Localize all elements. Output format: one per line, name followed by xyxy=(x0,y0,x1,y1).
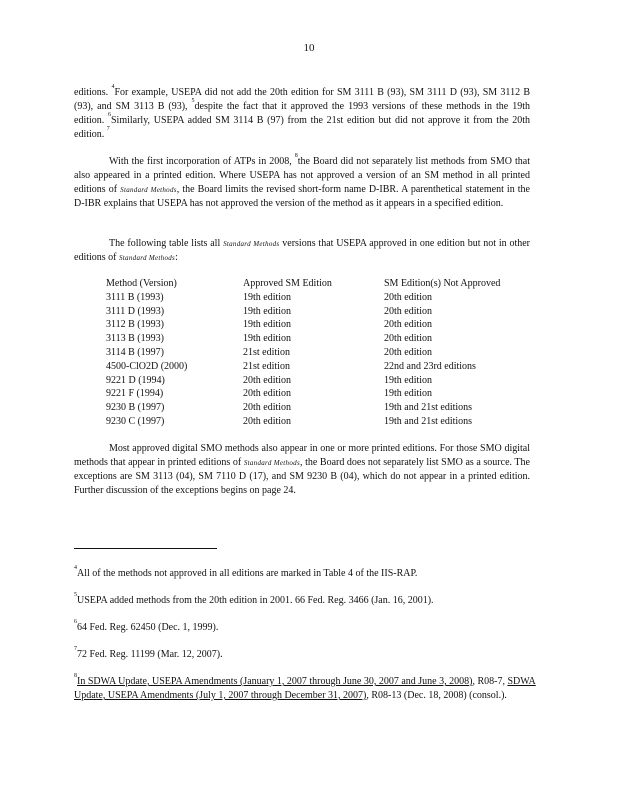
paragraph-3: The following table lists all Standard Methods versions that USEPA approved in one edition but not in other editions of Standard Methods: xyxy=(74,238,531,263)
header-approved: Approved SM Edition xyxy=(243,278,332,289)
citation-link-1: In SDWA Update, USEPA Amendments (January 1, 2007 through June 30, 2007 and June 3, 2008) xyxy=(77,676,473,687)
table-row: 3111 D (1993) 19th edition 20th edition xyxy=(106,305,433,317)
footnote-7: $^7$72 Fed. Reg. 11199 (Mar. 12, 2007). xyxy=(74,646,223,660)
table-row: 3112 B (1993) 19th edition 20th edition xyxy=(106,319,433,331)
table-row: 4500-ClO2D (2000) 21st edition 22nd and 23rd editions xyxy=(106,360,476,372)
methods-table xyxy=(106,277,500,429)
footnote-4: $^4$All of the methods not approved in all editions are marked in Table 4 of the IIS-RAP. xyxy=(74,565,418,579)
table-row: 3113 B (1993) 19th edition 20th edition xyxy=(106,333,433,345)
table-row: 3111 B (1993) 19th edition 20th edition xyxy=(106,291,433,303)
page-number: 10 xyxy=(303,42,315,54)
table-row: 9221 D (1994) 20th edition 19th edition xyxy=(106,374,433,386)
table-header-row xyxy=(106,277,500,291)
paragraph-1: editions. $^4$For example, USEPA did not add the 20th edition for SM 3111 B (93), SM 3111 D (93), SM 3112 B (93), and SM 3113 B (93), $^5$despite the fact that it approved the 1993 versions of these methods in the 19th edition. $^6$Similarly, USEPA added SM 3114 B (97) from the 21st edition but did not approve it from the 20th edition. $^7$ xyxy=(74,84,530,140)
footnote-8: $^8$In SDWA Update, USEPA Amendments (January 1, 2007 through June 30, 2007 and June 3, 2008), R08-7, SDWA Update, USEPA Amendments (July 1, 2007 through December 31, 2007), R08-13 (Dec. 18, 2008) (consol.). xyxy=(74,673,536,701)
table-row: 9230 C (1997) 20th edition 19th and 21st editions xyxy=(106,415,473,427)
header-not-approved: SM Edition(s) Not Approved xyxy=(384,278,501,289)
footnote-5: $^5$USEPA added methods from the 20th edition in 2001. 66 Fed. Reg. 3466 (Jan. 16, 2001). xyxy=(74,592,434,606)
citation-link-2: SDWA Update, USEPA Amendments (July 1, 2007 through December 31, 2007) xyxy=(74,676,536,701)
header-method: Method (Version) xyxy=(106,278,177,289)
footnote-6: $^6$64 Fed. Reg. 62450 (Dec. 1, 1999). xyxy=(74,619,219,633)
paragraph-2: With the first incorporation of ATPs in 2008, $^8$the Board did not separately list methods from SMO that also appeared in a printed edition. Where USEPA has not approved a version of an SM method in all printed editions of Standard Methods, the Board limits the revised short-form name D-IBR. A parenthetical statement in the D-IBR explains that USEPA has not approved the version of the method as it appears in a specified edition. xyxy=(74,153,530,209)
table-row: 9230 B (1997) 20th edition 19th and 21st editions xyxy=(106,402,473,414)
paragraph-4: Most approved digital SMO methods also appear in one or more printed editions. For those SMO digital methods that appear in printed editions of Standard Methods, the Board does not separately list SMO as a source. The exceptions are SM 3113 (04), SM 7110 D (17), and SM 9230 B (04), which do not appear in a printed edition. Further discussion of the exceptions begins on page 24. xyxy=(74,443,530,496)
table-row: 9221 F (1994) 20th edition 19th edition xyxy=(106,388,433,400)
footnote-divider xyxy=(74,548,217,549)
table-row: 3114 B (1997) 21st edition 20th edition xyxy=(106,346,433,358)
